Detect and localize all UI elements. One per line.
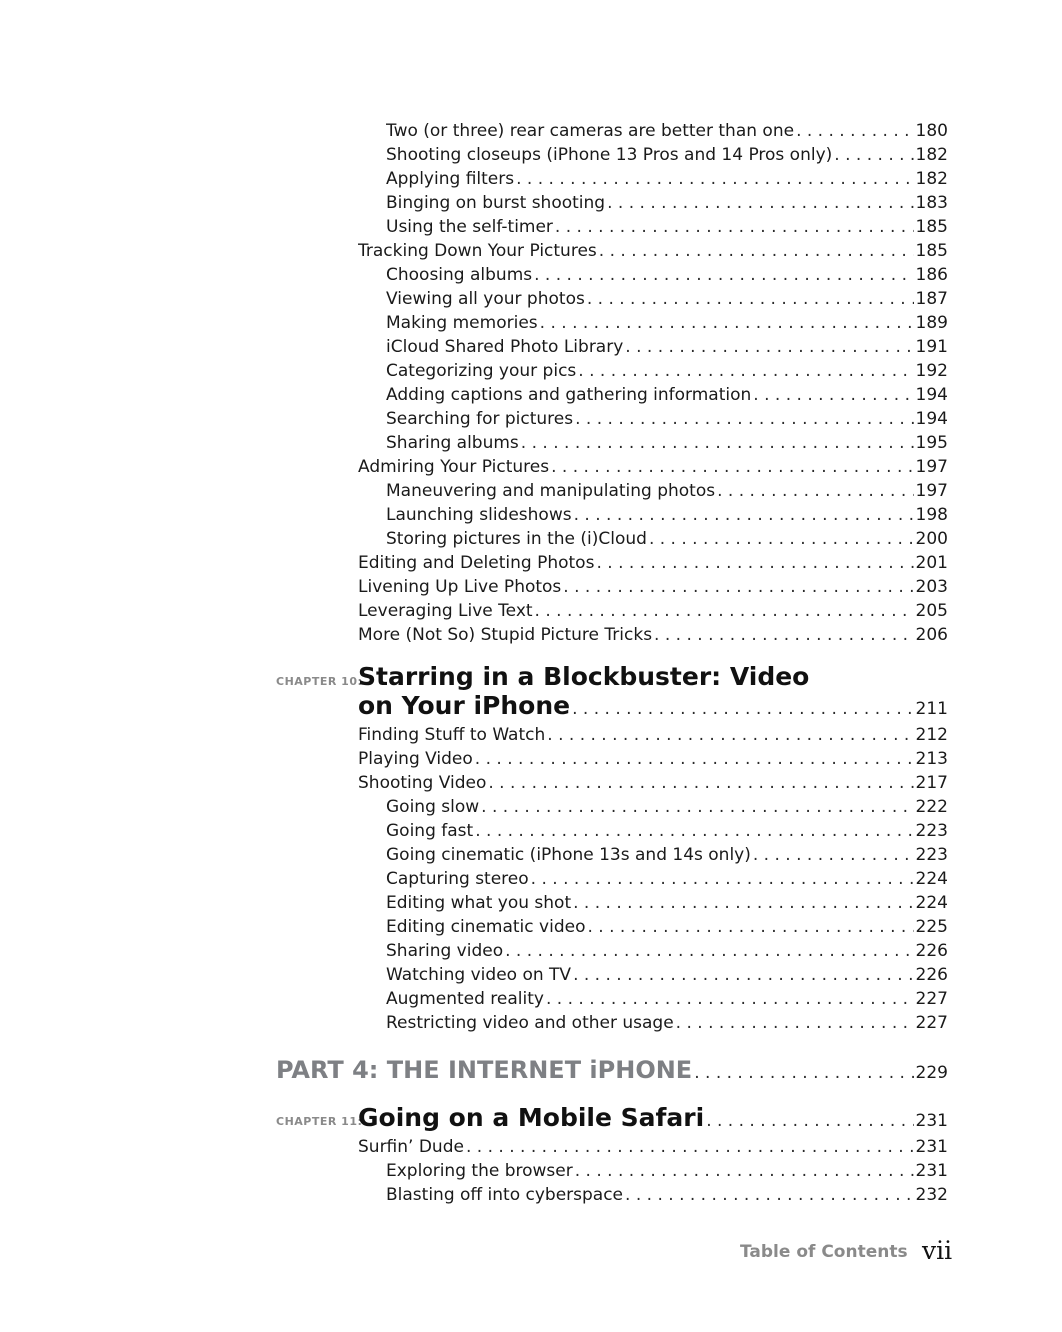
toc-entry-title: Livening Up Live Photos <box>358 577 562 597</box>
toc-entry-title: Viewing all your photos <box>386 289 585 309</box>
toc-entry-title: Watching video on TV <box>386 965 572 985</box>
toc-entry-page: 182 <box>915 169 948 189</box>
dot-leader <box>575 407 913 431</box>
toc-entry-title: Going cinematic (iPhone 13s and 14s only) <box>386 845 751 865</box>
toc-entry <box>386 479 948 503</box>
toc-entry-page: 223 <box>915 845 948 865</box>
dot-leader <box>625 1183 914 1207</box>
toc-entry <box>386 915 948 939</box>
toc-entry <box>386 819 948 843</box>
dot-leader <box>540 311 914 335</box>
toc-entry <box>358 771 948 795</box>
dot-leader <box>547 723 913 747</box>
dot-leader <box>551 455 913 479</box>
toc-entry-page: 180 <box>915 121 948 141</box>
toc-entry-title: Applying filters <box>386 169 515 189</box>
toc-entry-page: 206 <box>915 625 948 645</box>
toc-entry <box>386 503 948 527</box>
toc-entry-page: 194 <box>915 385 948 405</box>
dot-leader <box>578 359 913 383</box>
toc-entry-page: 197 <box>915 457 948 477</box>
toc-entry-title: Editing and Deleting Photos <box>358 553 595 573</box>
dot-leader <box>676 1011 914 1035</box>
toc-entry-page: 226 <box>915 941 948 961</box>
toc-entry-page: 185 <box>915 241 948 261</box>
dot-leader <box>573 891 913 915</box>
toc-entry <box>386 1183 948 1207</box>
toc-entry-title: Searching for pictures <box>386 409 574 429</box>
toc-entry-title: Surfin’ Dude <box>358 1137 464 1157</box>
toc-entry <box>358 747 948 771</box>
toc-entry <box>386 1159 948 1183</box>
toc-entry-title: Choosing albums <box>386 265 533 285</box>
part-4-row <box>276 1054 948 1086</box>
dot-leader <box>587 287 914 311</box>
toc-entry-title: Capturing stereo <box>386 869 529 889</box>
chapter-11-page: 231 <box>915 1111 948 1131</box>
toc-entry-page: 224 <box>915 869 948 889</box>
toc-entry-title: iCloud Shared Photo Library <box>386 337 624 357</box>
toc-entry-page: 189 <box>915 313 948 333</box>
toc-entry <box>386 287 948 311</box>
part-4-title: PART 4: THE INTERNET iPHONE <box>276 1056 693 1084</box>
toc-entry <box>386 167 948 191</box>
dot-leader <box>706 1105 913 1134</box>
toc-entry-page: 192 <box>915 361 948 381</box>
toc-entry-page: 217 <box>915 773 948 793</box>
toc-entry-page: 200 <box>915 529 948 549</box>
chapter-10-title-line2: on Your iPhone <box>358 691 571 720</box>
toc-entry-title: Blasting off into cyberspace <box>386 1185 624 1205</box>
dot-leader <box>546 987 914 1011</box>
toc-entry-page: 205 <box>915 601 948 621</box>
toc-entry <box>386 335 948 359</box>
dot-leader <box>488 771 913 795</box>
toc-entry <box>358 599 948 623</box>
dot-leader <box>717 479 913 503</box>
toc-entry-title: Categorizing your pics <box>386 361 577 381</box>
part-4-page: 229 <box>915 1063 948 1083</box>
chapter-10-label: CHAPTER 10: <box>276 675 363 688</box>
toc-entry-page: 231 <box>915 1137 948 1157</box>
toc-entry-page: 197 <box>915 481 948 501</box>
toc-entry-title: Tracking Down Your Pictures <box>358 241 597 261</box>
toc-entry-title: Finding Stuff to Watch <box>358 725 546 745</box>
toc-entry <box>358 575 948 599</box>
toc-entry-page: 195 <box>915 433 948 453</box>
toc-entry-title: Adding captions and gathering information <box>386 385 752 405</box>
chapter-11-title: Going on a Mobile Safari <box>358 1103 705 1132</box>
toc-entry <box>386 407 948 431</box>
toc-entry-title: Editing cinematic video <box>386 917 586 937</box>
chapter-10-page: 211 <box>915 699 948 719</box>
chapter-10-title-line1: Starring in a Blockbuster: Video <box>358 662 810 691</box>
toc-entry <box>386 843 948 867</box>
dot-leader <box>466 1135 914 1159</box>
running-footer-label: Table of Contents <box>740 1242 908 1262</box>
toc-entry <box>386 963 948 987</box>
toc-entry <box>358 723 948 747</box>
toc-entry-title: Two (or three) rear cameras are better than one <box>386 121 795 141</box>
toc-entry-page: 232 <box>915 1185 948 1205</box>
toc-entry-title: Playing Video <box>358 749 473 769</box>
toc-entry-title: Storing pictures in the (i)Cloud <box>386 529 647 549</box>
dot-leader <box>834 143 913 167</box>
toc-entry-page: 225 <box>915 917 948 937</box>
toc-entry-page: 224 <box>915 893 948 913</box>
toc-entry-title: Exploring the browser <box>386 1161 573 1181</box>
dot-leader <box>475 819 913 843</box>
toc-entry-title: Augmented reality <box>386 989 544 1009</box>
toc-entry-title: Leveraging Live Text <box>358 601 533 621</box>
toc-entry <box>386 311 948 335</box>
dot-leader <box>575 1159 914 1183</box>
dot-leader <box>607 191 913 215</box>
toc-entry-title: Launching slideshows <box>386 505 572 525</box>
toc-entry-title: Using the self-timer <box>386 217 553 237</box>
toc-entry-page: 222 <box>915 797 948 817</box>
dot-leader <box>574 503 914 527</box>
toc-entry <box>358 623 948 647</box>
dot-leader <box>535 599 914 623</box>
dot-leader <box>573 963 913 987</box>
dot-leader <box>505 939 913 963</box>
toc-entry <box>386 527 948 551</box>
toc-entry-title: Making memories <box>386 313 538 333</box>
toc-entry-page: 194 <box>915 409 948 429</box>
toc-entry-page: 182 <box>915 145 948 165</box>
dot-leader <box>796 119 913 143</box>
toc-entry <box>386 795 948 819</box>
chapter-10-title-row <box>358 690 948 722</box>
toc-entry <box>386 359 948 383</box>
toc-entry <box>358 455 948 479</box>
dot-leader <box>649 527 914 551</box>
toc-entry-title: Sharing albums <box>386 433 519 453</box>
toc-entry-title: Maneuvering and manipulating photos <box>386 481 716 501</box>
dot-leader <box>521 431 914 455</box>
toc-entry-page: 203 <box>915 577 948 597</box>
dot-leader <box>563 575 913 599</box>
toc-entry <box>386 191 948 215</box>
toc-entry <box>358 1135 948 1159</box>
dot-leader <box>654 623 914 647</box>
toc-entry-title: Going fast <box>386 821 474 841</box>
toc-entry <box>386 383 948 407</box>
toc-entry-page: 183 <box>915 193 948 213</box>
toc-entry <box>386 987 948 1011</box>
toc-entry-page: 212 <box>915 725 948 745</box>
toc-entry-page: 227 <box>915 989 948 1009</box>
toc-entry-page: 227 <box>915 1013 948 1033</box>
dot-leader <box>555 215 914 239</box>
toc-entry <box>358 239 948 263</box>
toc-entry-page: 198 <box>915 505 948 525</box>
dot-leader <box>694 1057 913 1086</box>
toc-entry-title: Editing what you shot <box>386 893 572 913</box>
toc-entry-page: 226 <box>915 965 948 985</box>
toc-entry-page: 213 <box>915 749 948 769</box>
dot-leader <box>596 551 913 575</box>
toc-entry-page: 185 <box>915 217 948 237</box>
toc-entry-page: 191 <box>915 337 948 357</box>
toc-entry <box>386 119 948 143</box>
toc-entry <box>358 551 948 575</box>
dot-leader <box>531 867 914 891</box>
toc-entry <box>386 867 948 891</box>
dot-leader <box>753 383 913 407</box>
toc-entry-page: 187 <box>915 289 948 309</box>
toc-entry <box>386 891 948 915</box>
dot-leader <box>534 263 913 287</box>
toc-entry-title: Binging on burst shooting <box>386 193 606 213</box>
dot-leader <box>516 167 913 191</box>
toc-entry <box>386 1011 948 1035</box>
toc-entry-title: Restricting video and other usage <box>386 1013 674 1033</box>
dot-leader <box>572 693 913 722</box>
dot-leader <box>753 843 914 867</box>
dot-leader <box>481 795 913 819</box>
toc-entry-title: Admiring Your Pictures <box>358 457 550 477</box>
page-folio: vii <box>922 1236 953 1265</box>
toc-entry-title: Shooting Video <box>358 773 487 793</box>
toc-entry-title: Sharing video <box>386 941 504 961</box>
toc-entry-page: 201 <box>915 553 948 573</box>
toc-entry-page: 186 <box>915 265 948 285</box>
toc-entry <box>386 143 948 167</box>
toc-entry-title: More (Not So) Stupid Picture Tricks <box>358 625 653 645</box>
toc-entry-title: Shooting closeups (iPhone 13 Pros and 14 Pros only) <box>386 145 833 165</box>
toc-entry-page: 231 <box>915 1161 948 1181</box>
toc-entry <box>386 431 948 455</box>
toc-entry-title: Going slow <box>386 797 480 817</box>
toc-entry <box>386 939 948 963</box>
dot-leader <box>625 335 913 359</box>
dot-leader <box>599 239 914 263</box>
toc-entry <box>386 215 948 239</box>
toc-entry-page: 223 <box>915 821 948 841</box>
toc-entry <box>386 263 948 287</box>
chapter-11-label: CHAPTER 11: <box>276 1115 363 1128</box>
dot-leader <box>587 915 913 939</box>
chapter-11-title-row <box>358 1102 948 1134</box>
dot-leader <box>475 747 914 771</box>
